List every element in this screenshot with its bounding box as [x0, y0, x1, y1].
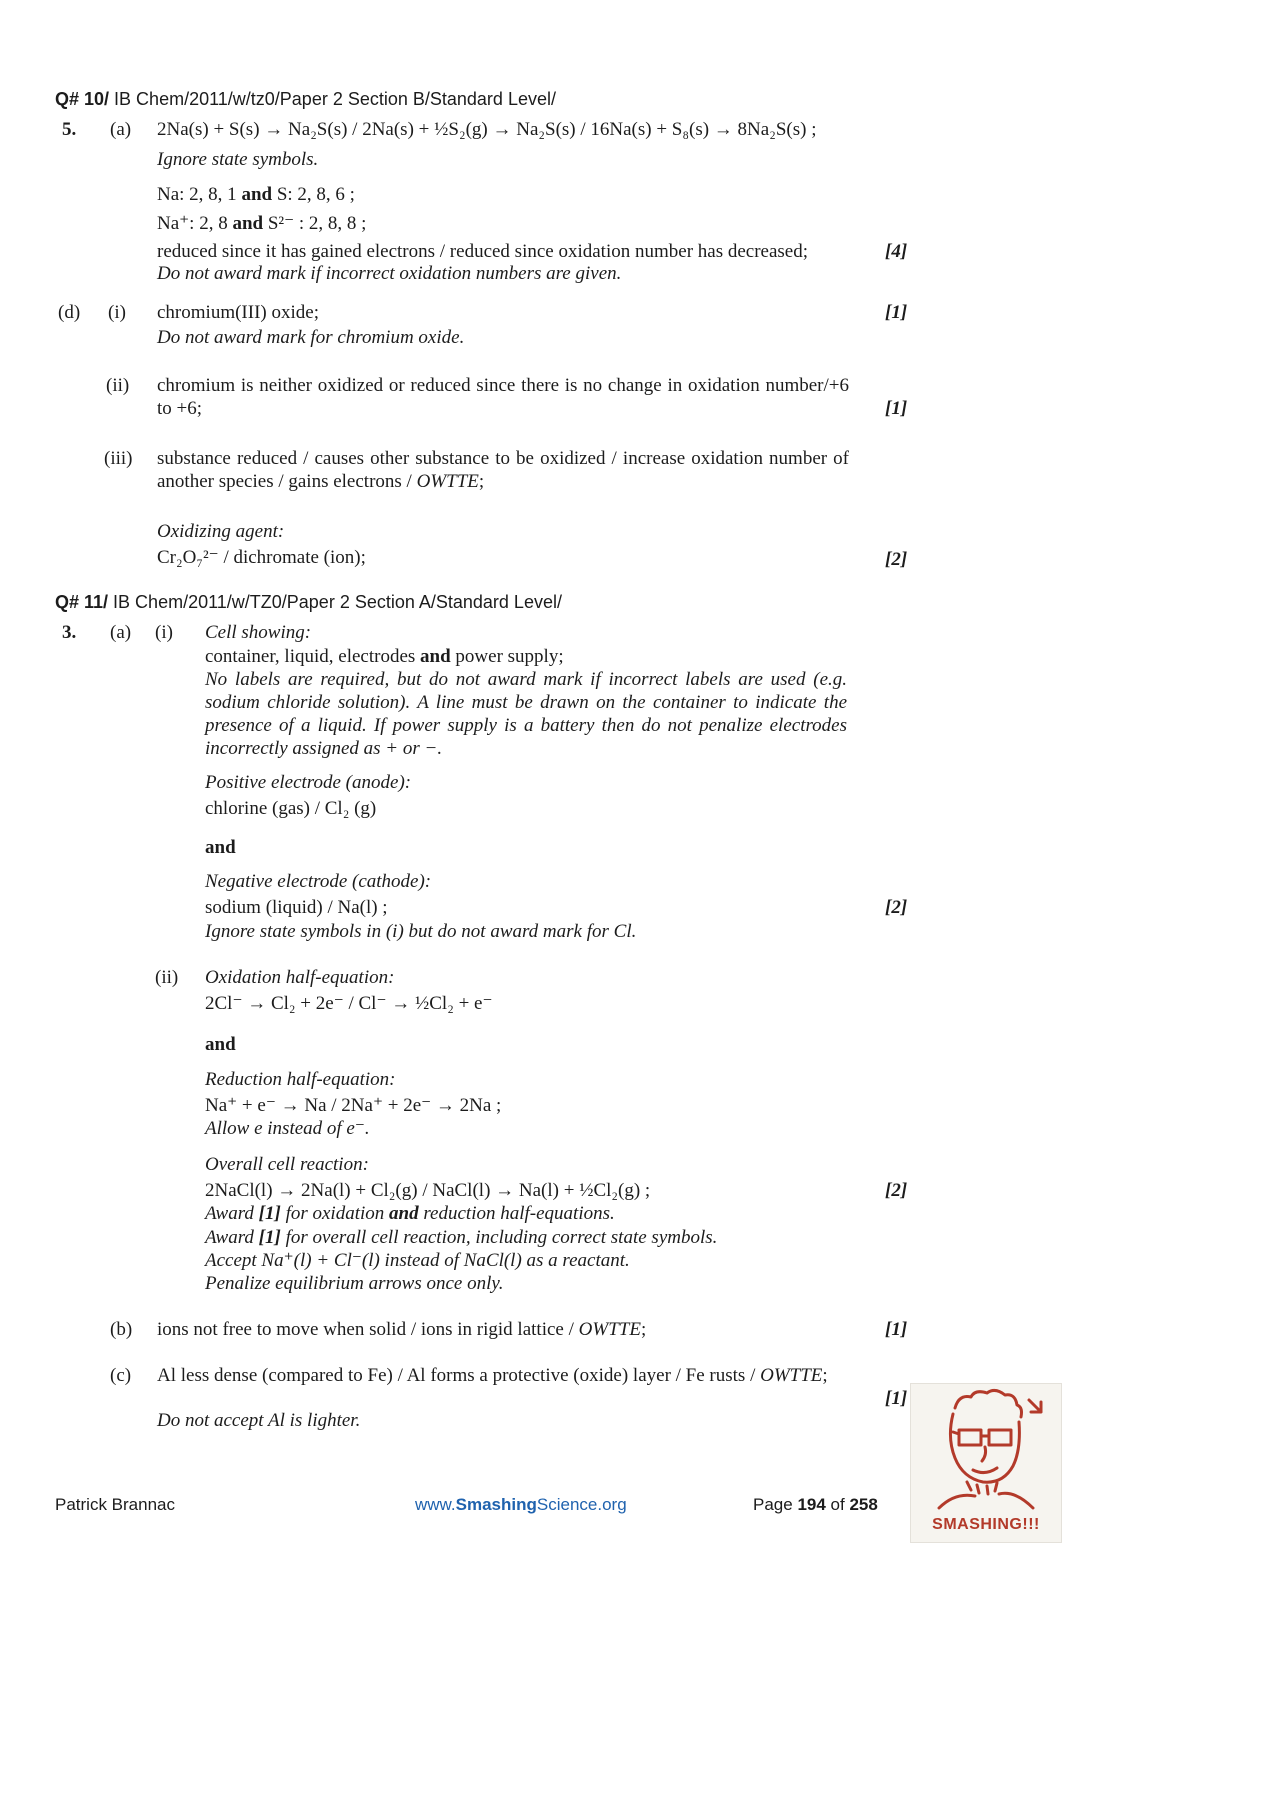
penalize-note-row — [0, 1272, 1273, 1295]
q10-d-i-note-row — [0, 326, 1273, 349]
award2-mark: [1] — [258, 1227, 281, 1248]
smashing-stamp — [910, 1383, 1062, 1543]
q11-question-number: 3. — [62, 622, 77, 643]
q10-a-equation-row — [0, 118, 1273, 141]
page-prefix: Page — [753, 1495, 798, 1514]
q11-a-i-note-row — [0, 668, 1273, 760]
award1-pre: Award — [205, 1203, 259, 1224]
q10-d-i-mark: [1] — [885, 302, 908, 323]
award1-mid: for oxidation — [280, 1203, 390, 1224]
site-bold: Smashing — [455, 1495, 537, 1514]
config-ions-pre: Na⁺: 2, 8 — [157, 213, 233, 234]
q11-b-answer — [157, 1318, 849, 1341]
q11-c-note-row — [0, 1409, 1273, 1432]
q10-d-ii-row — [0, 374, 1273, 420]
page-number: 194 — [797, 1495, 826, 1514]
overall-cell-reaction-heading: Overall cell reaction: — [205, 1154, 369, 1175]
page-of: of — [825, 1495, 850, 1514]
q11-b-owtte: OWTTE — [578, 1319, 641, 1340]
award1-and: and — [389, 1203, 419, 1224]
config-atoms-post: S: 2, 8, 6 ; — [272, 184, 355, 205]
cell-showing-heading: Cell showing: — [205, 622, 312, 643]
q11-a-i-heading-row — [0, 621, 1273, 644]
and-joiner-1: and — [205, 837, 236, 858]
oxidation-half-equation-row — [0, 992, 1273, 1015]
oxidizing-agent-formula: Cr₂O₇²⁻ / dichromate (ion); — [157, 547, 366, 568]
config-atoms-and: and — [241, 184, 273, 205]
reduction-heading-row — [0, 1068, 1273, 1091]
q11-c-label: (c) — [110, 1365, 132, 1386]
q10-d-i-note: Do not award mark for chromium oxide. — [157, 327, 465, 348]
footer-author: Patrick Brannac — [55, 1495, 175, 1514]
overall-equation-row — [0, 1179, 1273, 1202]
q11-b-label: (b) — [110, 1319, 133, 1340]
q10-a-equation: 2Na(s) + S(s) → Na₂S(s) / 2Na(s) + ½S₂(g) → Na₂S(s) / 16Na(s) + S₈(s) → 8Na₂S(s) ; — [157, 119, 817, 140]
config-ions-and: and — [232, 213, 264, 234]
award1-end: reduction half-equations. — [418, 1203, 615, 1224]
reduction-half-equation-heading: Reduction half-equation: — [205, 1069, 396, 1090]
q10-header-label: Q# 10/ — [55, 89, 110, 109]
q10-a-reduced-row — [0, 240, 1273, 263]
config-ions-post: S²⁻ : 2, 8, 8 ; — [263, 213, 367, 234]
negative-electrode-answer: sodium (liquid) / Na(l) ; — [205, 897, 388, 918]
q11-c-row — [0, 1364, 1273, 1409]
positive-electrode-answer: chlorine (gas) / Cl₂ (g) — [205, 798, 377, 819]
and-joiner-1-row — [0, 836, 1273, 859]
positive-electrode-row — [0, 797, 1273, 820]
q11-b-mark: [1] — [885, 1319, 908, 1340]
allow-note: Allow e instead of e⁻. — [205, 1118, 370, 1139]
page-total: 258 — [849, 1495, 878, 1514]
negative-electrode-heading: Negative electrode (cathode): — [205, 871, 432, 892]
footer-page-indicator — [753, 1493, 878, 1516]
q11-header — [55, 591, 1273, 614]
and-joiner-2-row — [0, 1033, 1273, 1056]
q10-a-reduced-note: Do not award mark if incorrect oxidation numbers are given. — [157, 263, 622, 284]
oxidation-half-equation-heading: Oxidation half-equation: — [205, 967, 395, 988]
cell-components-and: and — [420, 646, 451, 667]
cell-components-post: power supply; — [450, 646, 564, 667]
q10-header-text: IB Chem/2011/w/tz0/Paper 2 Section B/Standard Level/ — [109, 89, 556, 109]
site-suffix: Science.org — [536, 1495, 627, 1514]
q10-d-ii-mark: [1] — [885, 398, 908, 419]
q11-a-i-line-row — [0, 645, 1273, 668]
award-note-1 — [205, 1202, 847, 1225]
q10-a-config-atoms-row — [0, 183, 1273, 206]
q10-d-iii-row — [0, 447, 1273, 493]
q11-c-answer — [157, 1364, 849, 1387]
q10-d-iii-label: (iii) — [104, 448, 133, 469]
q11-a-i-mark: [2] — [885, 897, 908, 918]
q10-d-iii-text: substance reduced / causes other substance to be oxidized / increase oxidation number of another species / gains electrons / — [157, 448, 849, 492]
site-prefix: www. — [415, 1495, 456, 1514]
negative-electrode-heading-row — [0, 870, 1273, 893]
q11-header-text: IB Chem/2011/w/TZ0/Paper 2 Section A/Standard Level/ — [108, 592, 562, 612]
accept-note: Accept Na⁺(l) + Cl⁻(l) instead of NaCl(l) as a reactant. — [205, 1250, 630, 1271]
oxidizing-agent-heading: Oxidizing agent: — [157, 521, 285, 542]
q11-a-i-label: (i) — [155, 622, 173, 643]
q11-a-ii-heading-row — [0, 966, 1273, 989]
q10-a-reduced-note-row — [0, 262, 1273, 285]
penalize-note: Penalize equilibrium arrows once only. — [205, 1273, 504, 1294]
award-note-1-row — [0, 1202, 1273, 1225]
q10-d-i-answer: chromium(III) oxide; — [157, 302, 319, 323]
accept-note-row — [0, 1249, 1273, 1272]
q10-d-iii-owtte: OWTTE — [416, 471, 479, 492]
q10-a-note-row — [0, 148, 1273, 171]
negative-electrode-row — [0, 896, 1273, 919]
award-note-2 — [205, 1226, 847, 1249]
q11-c-note: Do not accept Al is lighter. — [157, 1410, 361, 1431]
reduction-half-equation: Na⁺ + e⁻ → Na / 2Na⁺ + 2e⁻ → 2Na ; — [205, 1095, 502, 1116]
q10-d-iii-agent-heading-row — [0, 520, 1273, 543]
q10-d-ii-label: (ii) — [106, 375, 130, 396]
config-atoms-pre: Na: 2, 8, 1 — [157, 184, 242, 205]
award1-mark: [1] — [258, 1203, 281, 1224]
q11-a-label: (a) — [110, 622, 132, 643]
q11-a-ii-mark: [2] — [885, 1180, 908, 1201]
overall-heading-row — [0, 1153, 1273, 1176]
oxidation-half-equation: 2Cl⁻ → Cl₂ + 2e⁻ / Cl⁻ → ½Cl₂ + e⁻ — [205, 993, 493, 1014]
positive-electrode-heading-row — [0, 771, 1273, 794]
q11-header-label: Q# 11/ — [55, 592, 109, 612]
q10-d-i-row — [0, 301, 1273, 324]
q11-c-end: ; — [822, 1365, 828, 1386]
q10-a-reduced-text: reduced since it has gained electrons / reduced since oxidation number has decreased; — [157, 241, 809, 262]
q11-a-i-ignore-note: Ignore state symbols in (i) but do not award mark for Cl. — [205, 921, 637, 942]
no-labels-note: No labels are required, but do not award mark if incorrect labels are used (e.g. sodium chloride solution). A line must be drawn on the container to indicate the presence of a liquid. If power supply is a battery then do not penalize electrodes incorrectly assigned as + or −. — [205, 669, 847, 759]
award-note-2-row — [0, 1226, 1273, 1249]
reduction-half-equation-row — [0, 1094, 1273, 1117]
q10-d-ii-answer: chromium is neither oxidized or reduced since there is no change in oxidation number/+6 to +6; — [157, 375, 849, 419]
q11-c-mark: [1] — [885, 1388, 908, 1409]
q11-b-row — [0, 1318, 1273, 1341]
q10-a-mark: [4] — [885, 241, 908, 262]
stamp-face-sketch-icon — [911, 1384, 1061, 1512]
stamp-caption: SMASHING!!! — [932, 1516, 1040, 1533]
q10-question-number: 5. — [62, 119, 77, 140]
q10-d-i-label: (i) — [108, 302, 126, 323]
q11-c-text: Al less dense (compared to Fe) / Al forms a protective (oxide) layer / Fe rusts / — [157, 1365, 761, 1386]
q10-d-label: (d) — [58, 302, 81, 323]
q10-d-iii-answer — [157, 447, 849, 493]
q10-a-config-ions — [157, 212, 849, 235]
q11-a-i-ignore-note-row — [0, 920, 1273, 943]
q11-a-ii-label: (ii) — [155, 967, 179, 988]
award2-pre: Award — [205, 1227, 259, 1248]
q10-a-ignore-note: Ignore state symbols. — [157, 149, 319, 170]
q10-header — [55, 88, 1273, 111]
q10-d-iii-mark: [2] — [885, 549, 908, 570]
cell-components-pre: container, liquid, electrodes — [205, 646, 421, 667]
q10-a-label: (a) — [110, 119, 132, 140]
q11-c-owtte: OWTTE — [760, 1365, 823, 1386]
q10-d-iii-agent-row — [0, 546, 1273, 569]
award2-end: for overall cell reaction, including correct state symbols. — [280, 1227, 718, 1248]
q11-b-text: ions not free to move when solid / ions in rigid lattice / — [157, 1319, 579, 1340]
q11-b-end: ; — [640, 1319, 647, 1340]
overall-cell-reaction-equation: 2NaCl(l) → 2Na(l) + Cl₂(g) / NaCl(l) → Na(l) + ½Cl₂(g) ; — [205, 1180, 651, 1201]
q10-a-config-atoms — [157, 183, 849, 206]
allow-note-row — [0, 1117, 1273, 1140]
q10-a-config-ions-row — [0, 212, 1273, 235]
q10-d-iii-end: ; — [478, 471, 485, 492]
footer-site-link[interactable] — [415, 1493, 627, 1516]
positive-electrode-heading: Positive electrode (anode): — [205, 772, 412, 793]
and-joiner-2: and — [205, 1034, 236, 1055]
cell-components-line — [205, 645, 847, 668]
